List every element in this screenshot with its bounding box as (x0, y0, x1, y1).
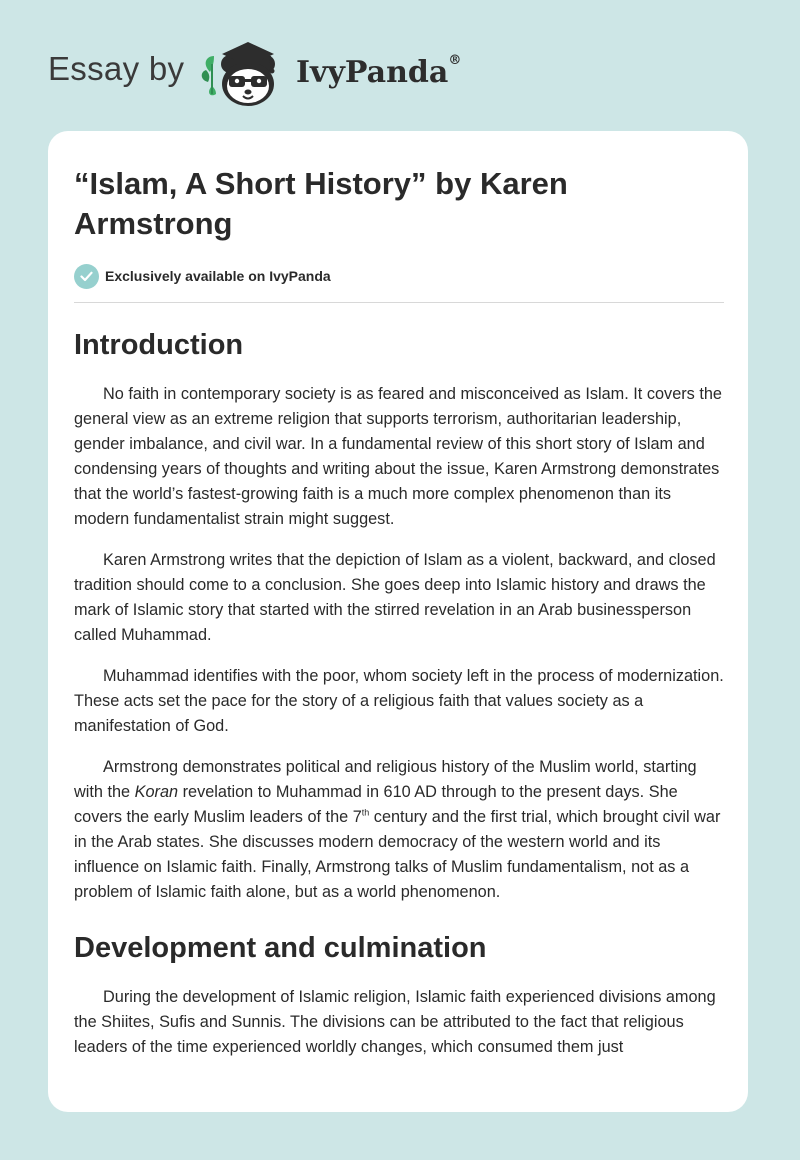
divider (74, 302, 724, 303)
section-heading-introduction: Introduction (74, 329, 244, 361)
registered-mark: ® (448, 53, 462, 68)
essay-content (74, 164, 724, 1060)
koran-emphasis: Koran (134, 783, 179, 801)
paragraph: During the development of Islamic religion, Islamic faith experienced divisions among the Shiites, Sufis and Sunnis. The divisions can be attributed to the fact that religious leaders of the time experienced worldly changes, which consumed them just (74, 988, 716, 1056)
exclusive-badge-text: Exclusively available on IvyPanda (105, 268, 331, 284)
paragraph: Muhammad identifies with the poor, whom society left in the process of modernization. These acts set the pace for the story of a religious faith that values society as a manifestation of God. (74, 667, 724, 735)
essay-by-label: Essay by (48, 50, 185, 87)
ordinal-suffix: th (361, 807, 370, 818)
panda-logo-icon[interactable] (200, 34, 292, 110)
paragraph: No faith in contemporary society is as feared and misconceived as Islam. It covers the general view as an extreme religion that supports terrorism, authoritarian leadership, gender imbalance, and civil war. In a fundamental review of this short story of Islam and condensing years of thoughts and writing about the issue, Karen Armstrong demonstrates that the world’s fastest-growing faith is a much more complex phenomenon than its modern fundamentalist strain might suggest. (74, 385, 722, 528)
paragraph: Karen Armstrong writes that the depiction of Islam as a violent, backward, and closed tradition should come to a conclusion. She goes deep into Islamic history and draws the mark of Islamic story that started with the stirred revelation in an Arab businessperson called Muhammad. (74, 551, 716, 644)
paragraph: Armstrong demonstrates political and religious history of the Muslim world, starting with the Koran revelation to Muhammad in 610 AD through to the present days. She covers the early Muslim leaders of the 7th century and the first trial, which brought civil war in the Arab states. She discusses modern democracy of the western world and its influence on Islamic faith. Finally, Armstrong talks of Muslim fundamentalism, not as a problem of Islamic faith alone, but as a world phenomenon. (74, 758, 721, 901)
section-development (74, 985, 724, 1060)
brand-name[interactable]: IvyPanda® (296, 53, 462, 90)
exclusive-badge (74, 263, 724, 289)
section-heading-development: Development and culmination (74, 932, 487, 964)
check-icon (74, 264, 99, 289)
essay-title: “Islam, A Short History” by Karen Armstrong (74, 166, 568, 241)
site-header (0, 0, 800, 130)
essay-card (48, 131, 748, 1112)
section-introduction (74, 382, 724, 905)
